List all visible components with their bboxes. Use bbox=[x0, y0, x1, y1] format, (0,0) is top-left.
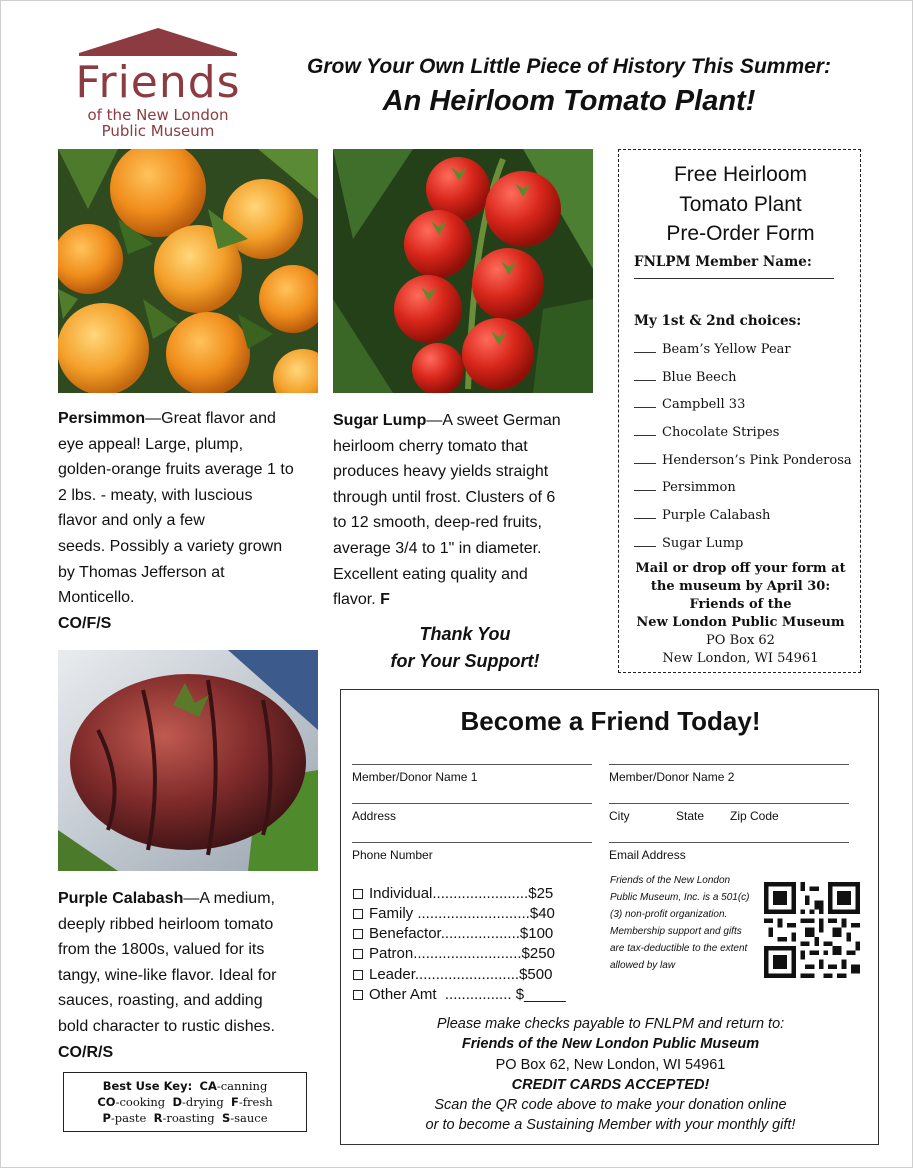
phone-label: Phone Number bbox=[352, 848, 433, 862]
variety-name: Sugar Lump bbox=[333, 412, 427, 429]
headline-top: Grow Your Own Little Piece of History This Summer: bbox=[307, 55, 831, 78]
logo-subline-1: of the New London bbox=[87, 106, 229, 124]
logo-subline-2: Public Museum bbox=[101, 122, 215, 140]
sugar-lump-photo bbox=[333, 149, 593, 393]
preorder-title: Free Heirloom Tomato Plant Pre-Order Form bbox=[666, 163, 815, 245]
preorder-form bbox=[618, 149, 861, 673]
purple-calabash-description: Purple Calabash—A medium, deeply ribbed heirloom tomato from the 1800s, valued for its tangy, wine-like flavor. Ideal for sauces, roasting, and adding bold character to rustic dishes. CO/R/S bbox=[58, 886, 323, 1065]
variety-name: Purple Calabash bbox=[58, 890, 184, 907]
level-leader[interactable]: Leader.........................$500 bbox=[353, 965, 552, 985]
donor-name-1-label: Member/Donor Name 1 bbox=[352, 770, 478, 784]
level-family[interactable]: Family ...........................$40 bbox=[353, 904, 555, 924]
variety-name: Persimmon bbox=[58, 410, 146, 427]
level-patron[interactable]: Patron..........................$250 bbox=[353, 944, 555, 964]
mail-instructions: Mail or drop off your form at the museum by April 30: Friends of the New London Public Museum bbox=[635, 561, 846, 630]
city-state-zip-field[interactable] bbox=[609, 803, 849, 804]
zip-label: Zip Code bbox=[730, 809, 779, 823]
use-code: CO/R/S bbox=[58, 1043, 114, 1061]
donor-name-2-label: Member/Donor Name 2 bbox=[609, 770, 735, 784]
checkbox-icon[interactable] bbox=[353, 889, 363, 899]
phone-field[interactable] bbox=[352, 842, 592, 843]
choice-item[interactable]: Henderson’s Pink Ponderosa bbox=[634, 452, 852, 468]
choice-item[interactable]: Chocolate Stripes bbox=[634, 424, 779, 440]
membership-title: Become a Friend Today! bbox=[460, 706, 761, 736]
checkbox-icon[interactable] bbox=[353, 990, 363, 1000]
checkbox-icon[interactable] bbox=[353, 929, 363, 939]
persimmon-description: Persimmon—Great flavor and eye appeal! Large, plump, golden-orange fruits average 1 to 2 lbs. - meaty, with luscious flavor and only a few seeds. Possibly a variety grown by Thomas Jefferson at Monticello. CO/F/S bbox=[58, 406, 323, 636]
choice-item[interactable]: Purple Calabash bbox=[634, 507, 770, 523]
city-label: City bbox=[609, 809, 630, 823]
checkbox-icon[interactable] bbox=[353, 949, 363, 959]
email-label: Email Address bbox=[609, 848, 686, 862]
choice-item[interactable]: Beam’s Yellow Pear bbox=[634, 341, 791, 357]
membership-footer: Please make checks payable to FNLPM and return to: Friends of the New London Public Museum PO Box 62, New London, WI 54961 CREDIT CARDS ACCEPTED! Scan the QR code above to make your donation online or to become a Sustaining Member with your monthly gift! bbox=[425, 1016, 796, 1134]
logo-word: Friends bbox=[75, 57, 241, 108]
museum-logo bbox=[75, 27, 241, 139]
level-benefactor[interactable]: Benefactor...................$100 bbox=[353, 924, 553, 944]
state-label: State bbox=[676, 809, 705, 823]
use-code: F bbox=[380, 591, 390, 609]
address-field[interactable] bbox=[352, 803, 592, 804]
purple-calabash-photo bbox=[58, 650, 318, 871]
roof-icon bbox=[79, 27, 237, 57]
member-name-label: FNLPM Member Name: bbox=[634, 254, 812, 270]
choice-item[interactable]: Sugar Lump bbox=[634, 535, 743, 551]
level-other[interactable]: Other Amt ................ $_____ bbox=[353, 985, 566, 1005]
choice-item[interactable]: Persimmon bbox=[634, 479, 736, 495]
thank-you-text: Thank You for Your Support! bbox=[390, 624, 540, 671]
headline-main: An Heirloom Tomato Plant! bbox=[382, 85, 756, 117]
mail-address: PO Box 62 New London, WI 54961 bbox=[662, 633, 819, 666]
member-name-field[interactable] bbox=[634, 278, 834, 279]
address-label: Address bbox=[352, 809, 397, 823]
persimmon-photo bbox=[58, 149, 318, 393]
level-individual[interactable]: Individual.......................$25 bbox=[353, 884, 553, 904]
tax-note: Friends of the New London Public Museum, Inc. is a 501(c)(3) non-profit organization. Membership support and gifts are tax-deductible to the extent allowed by law bbox=[610, 875, 750, 971]
email-field[interactable] bbox=[609, 842, 849, 843]
qr-code-icon[interactable] bbox=[764, 882, 860, 978]
donor-name-2-field[interactable] bbox=[609, 764, 849, 765]
choices-label: My 1st & 2nd choices: bbox=[634, 313, 802, 329]
donor-name-1-field[interactable] bbox=[352, 764, 592, 765]
choice-item[interactable]: Blue Beech bbox=[634, 369, 737, 385]
use-code: CO/F/S bbox=[58, 614, 112, 632]
sugar-lump-description: Sugar Lump—A sweet German heirloom cherry tomato that produces heavy yields straight through until frost. Clusters of 6 to 12 smooth, deep-red fruits, average 3/4 to 1" in diameter. Excellent eating quality and flavor. F bbox=[333, 412, 561, 609]
choice-item[interactable]: Campbell 33 bbox=[634, 396, 745, 412]
checkbox-icon[interactable] bbox=[353, 970, 363, 980]
membership-form bbox=[340, 689, 879, 1145]
best-use-key: Best Use Key: CA-canning CO-cooking D-drying F-fresh P-paste R-roasting S-sauce bbox=[63, 1072, 307, 1132]
checkbox-icon[interactable] bbox=[353, 909, 363, 919]
